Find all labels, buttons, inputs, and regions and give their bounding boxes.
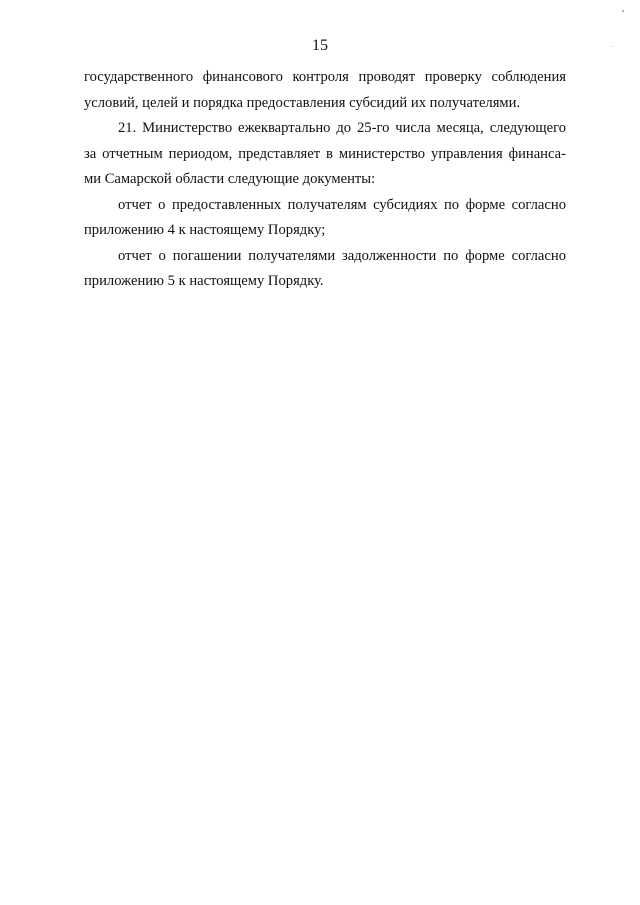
text-line: условий, целей и порядка предоставления субсидий их получателями. [84,94,521,111]
text-line: отчет о предоставленных получателям субсидиях по форме согласно [118,196,566,213]
document-body [84,65,566,295]
text-line: за отчетным периодом, представляет в министерство управления финанса- [84,145,566,162]
text-line: ми Самарской области следующие документы: [84,171,376,187]
text-line: государственного финансового контроля проводят проверку соблюдения [84,69,566,85]
text-line: отчет о погашении получателями задолженности по форме согласно [118,247,566,264]
page-number: 15 [312,37,328,54]
scan-speck [612,46,613,47]
text-line: 21. Министерство ежеквартально до 25-го числа месяца, следующего [118,120,566,136]
scan-speck [622,10,624,12]
text-line: приложению 5 к настоящему Порядку. [84,273,324,289]
text-line: приложению 4 к настоящему Порядку; [84,222,326,238]
